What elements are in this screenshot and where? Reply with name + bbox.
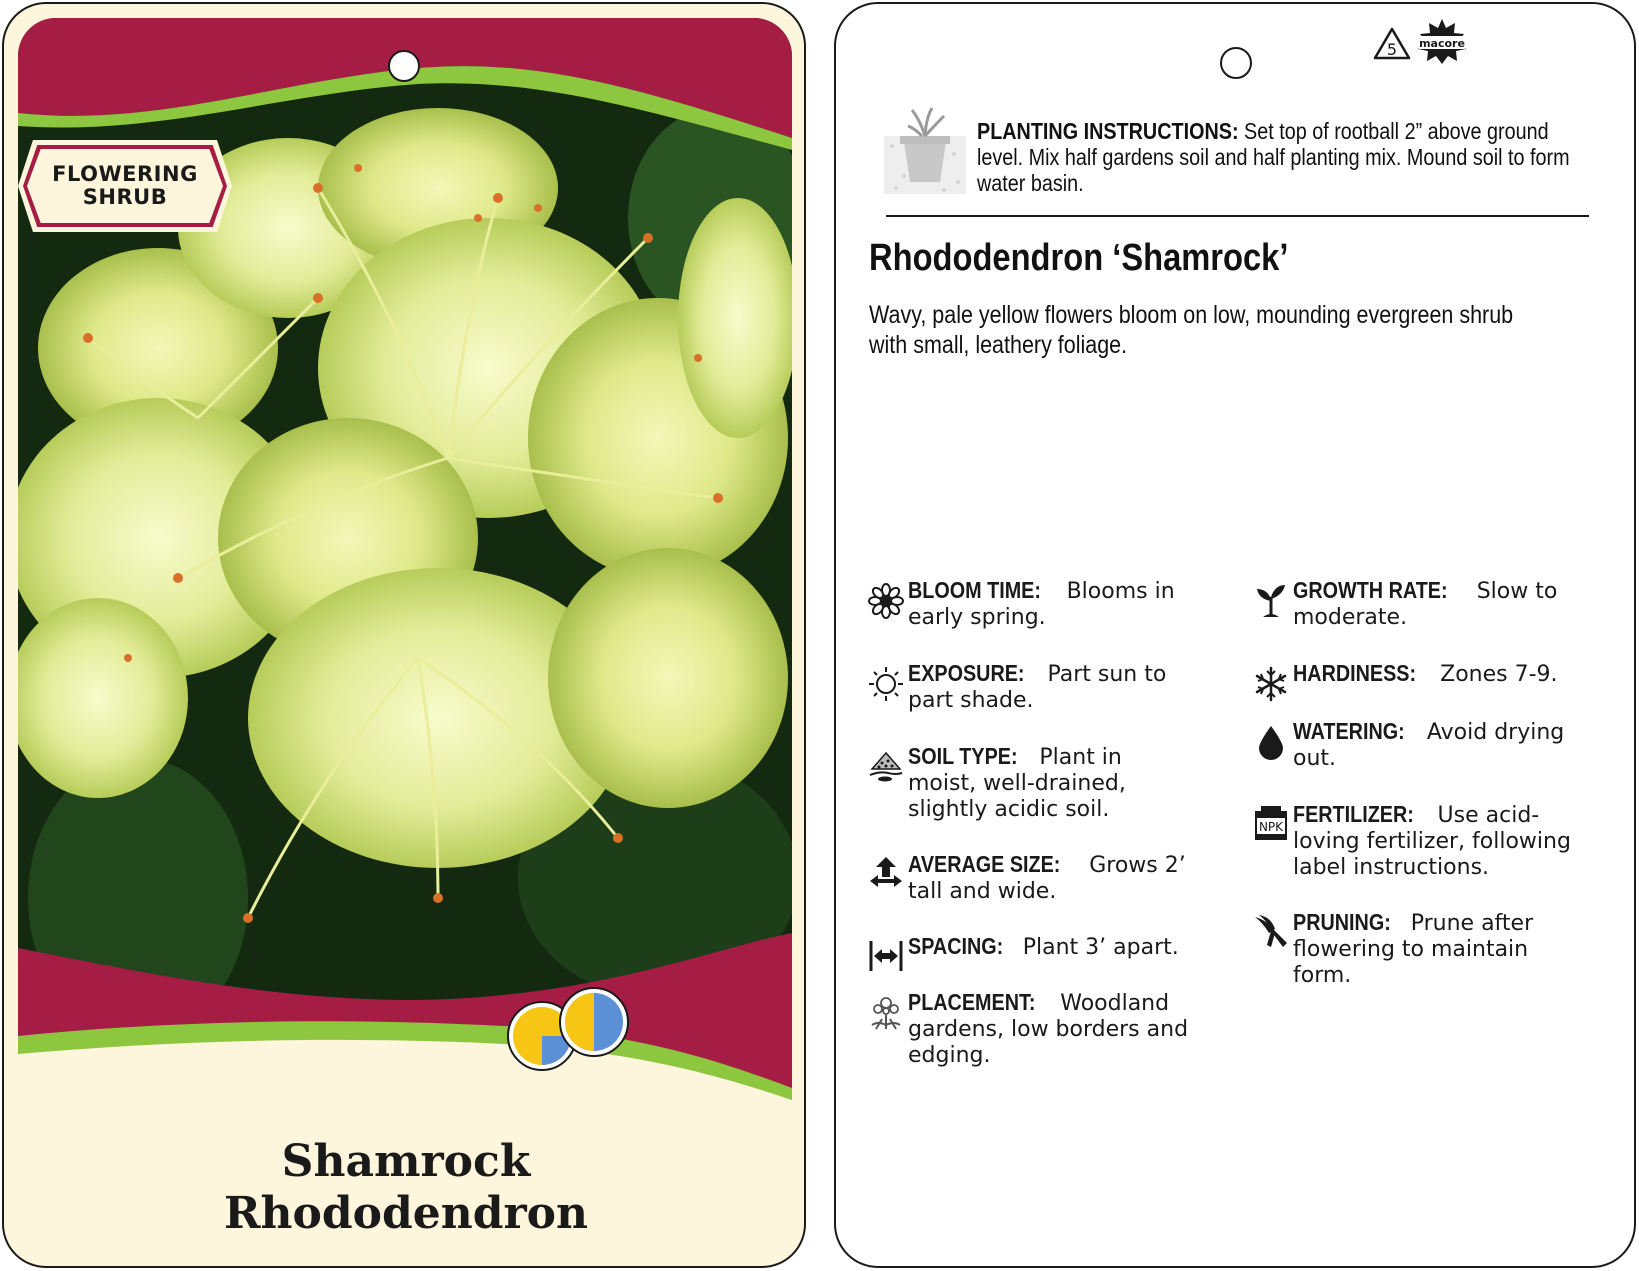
attr-watering — [1253, 718, 1583, 772]
soil-icon — [868, 747, 904, 783]
attr-label: GROWTH RATE: — [1293, 577, 1448, 603]
planting-pot-icon — [884, 106, 966, 194]
attr-text: Plant in moist, well-drained, slightly acidic soil. — [908, 745, 1126, 822]
water-drop-icon — [1253, 724, 1289, 760]
attr-label: AVERAGE SIZE: — [908, 851, 1061, 877]
svg-text:NPK: NPK — [1258, 820, 1284, 834]
attr-pruning — [1253, 909, 1583, 989]
sprout-icon — [1253, 583, 1289, 619]
attr-text: Use acid-loving fertilizer, following label instructions. — [1293, 803, 1571, 880]
pruners-icon — [1253, 913, 1289, 949]
attr-text: Woodland gardens, low borders and edging. — [908, 991, 1189, 1068]
recycle-code: 5 — [1386, 40, 1398, 59]
category-badge-text: FLOWERING SHRUB — [52, 162, 198, 209]
attr-text: Slow to moderate. — [1293, 579, 1558, 630]
attr-text: Part sun to part shade. — [908, 662, 1167, 713]
recycle-icon — [1372, 26, 1412, 62]
attr-label: HARDINESS: — [1293, 660, 1417, 686]
attr-average-size — [868, 851, 1208, 905]
attr-soil-type — [868, 743, 1188, 823]
attr-label: PRUNING: — [1293, 909, 1391, 935]
attr-bloom-time — [868, 577, 1188, 631]
attr-exposure — [868, 660, 1198, 714]
attr-text: Grows 2’ tall and wide. — [908, 853, 1186, 904]
spacing-icon — [868, 937, 904, 973]
snowflake-icon — [1253, 666, 1289, 702]
attr-label: EXPOSURE: — [908, 660, 1025, 686]
flower-icon — [868, 583, 904, 619]
common-name — [4, 1136, 806, 1240]
macore-logo-icon — [1416, 18, 1468, 64]
planting-instructions-label: PLANTING INSTRUCTIONS: — [977, 118, 1239, 144]
placement-icon — [868, 995, 904, 1031]
category-badge — [18, 140, 232, 232]
divider — [886, 215, 1589, 217]
npk-icon — [1253, 805, 1289, 841]
attr-label: BLOOM TIME: — [908, 577, 1041, 603]
sun-icon — [868, 666, 904, 702]
attr-label: FERTILIZER: — [1293, 801, 1414, 827]
front-tag — [2, 2, 806, 1268]
size-icon — [868, 855, 904, 891]
planting-instructions-text: Set top of rootball 2” above ground level. Mix half gardens soil and half planting mix. Mound soil to form water basin. — [977, 118, 1570, 196]
attr-label: PLACEMENT: — [908, 989, 1036, 1015]
common-name-line1: Shamrock — [281, 1136, 531, 1187]
planting-instructions — [977, 118, 1579, 196]
exposure-sun-icons — [504, 984, 634, 1074]
attr-text: Prune after flowering to maintain form. — [1293, 911, 1534, 988]
attr-text: Blooms in early spring. — [908, 579, 1175, 630]
hang-hole — [388, 50, 420, 82]
attr-spacing — [868, 933, 1208, 961]
attr-hardiness — [1253, 660, 1583, 688]
attr-label: SPACING: — [908, 933, 1004, 959]
attr-text: Avoid drying out. — [1293, 720, 1565, 771]
attr-fertilizer — [1253, 801, 1598, 881]
attr-label: SOIL TYPE: — [908, 743, 1018, 769]
attr-text: Zones 7-9. — [1433, 662, 1558, 687]
attr-growth-rate — [1253, 577, 1583, 631]
attr-placement — [868, 989, 1208, 1069]
common-name-line2: Rhododendron — [223, 1188, 589, 1239]
hang-hole-back — [1220, 47, 1252, 79]
svg-text:macore: macore — [1419, 37, 1465, 50]
botanical-name: Rhododendron ‘Shamrock’ — [869, 237, 1289, 279]
plant-description: Wavy, pale yellow flowers bloom on low, mounding evergreen shrub with small, leathery foliage. — [869, 301, 1514, 359]
attr-text: Plant 3’ apart. — [1015, 935, 1179, 960]
attr-label: WATERING: — [1293, 718, 1405, 744]
